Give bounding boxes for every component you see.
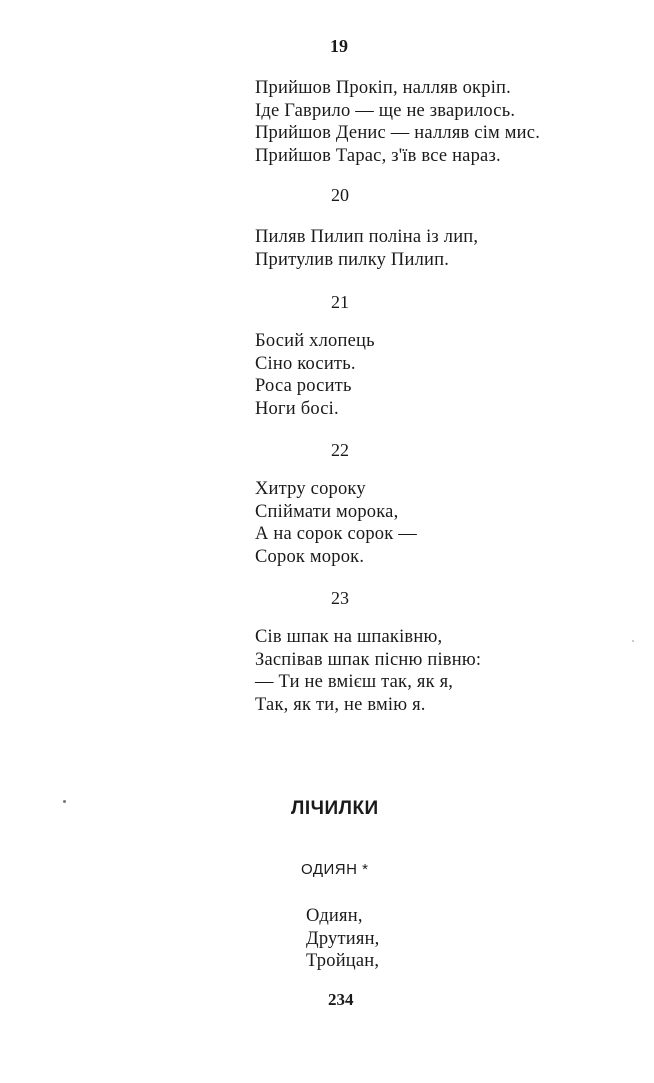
poem-line: А на сорок сорок —: [255, 524, 417, 544]
poem-number-21: 21: [331, 292, 349, 312]
poem-19: [255, 77, 540, 167]
poem-number-20: 20: [331, 185, 349, 205]
poem-22: [255, 478, 417, 568]
poem-line: Сів шпак на шпаківню,: [255, 627, 443, 647]
poem-21: [255, 330, 375, 420]
poem-23: [255, 626, 481, 716]
section-subtitle: ОДИЯН *: [301, 861, 369, 878]
poem-line: Одиян,: [306, 906, 363, 926]
poem-number-19: 19: [330, 36, 348, 56]
poem-line: Притулив пилку Пилип.: [255, 249, 450, 270]
poem-line: Прийшов Денис — налляв сім мис.: [255, 123, 541, 143]
poem-line: Друтиян,: [306, 928, 380, 949]
section-title: ЛІЧИЛКИ: [291, 798, 379, 819]
print-speck: [63, 800, 66, 803]
poem-line: — Ти не вмієш так, як я,: [255, 672, 454, 692]
page-number: 234: [328, 990, 354, 1009]
poem-line: Прийшов Прокіп, налляв окріп.: [255, 78, 511, 98]
poem-20: [255, 226, 478, 271]
poem-line: Іде Гаврило — ще не зварилось.: [255, 100, 516, 121]
counting-rhyme: [306, 905, 380, 973]
poem-line: Ноги босі.: [255, 398, 339, 419]
poem-line: Сорок морок.: [255, 546, 365, 567]
poem-line: Прийшов Тарас, з'їв все нараз.: [255, 145, 501, 166]
poem-line: Так, як ти, не вмію я.: [255, 694, 426, 715]
poem-line: Спіймати морока,: [255, 501, 399, 522]
poem-line: Пиляв Пилип поліна із лип,: [255, 227, 479, 247]
poem-line: Сіно косить.: [255, 353, 356, 374]
print-speck: [632, 640, 634, 642]
poem-line: Роса росить: [255, 376, 352, 396]
poem-number-23: 23: [331, 588, 349, 608]
poem-line: Тройцан,: [306, 951, 380, 971]
poem-line: Заспівав шпак пісню півню:: [255, 649, 482, 670]
poem-line: Босий хлопець: [255, 331, 375, 351]
poem-line: Хитру сороку: [255, 479, 366, 499]
poem-number-22: 22: [331, 440, 349, 460]
